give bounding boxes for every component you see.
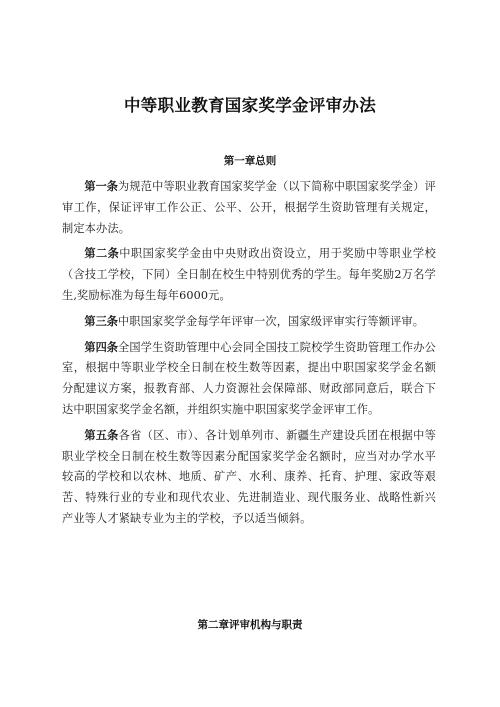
article-text: 各省（区、市）、各计划单列市、新疆生产建设兵团在根据中等职业学校全日制在校生数等因素分配国家奖学金名额时，应当对办学水平较高的学校和以农林、地质、矿产、水利、康养、托育、护理、家政等艰苦、特殊行业的专业和现代农业、先进制造业、现代服务业、战略性新兴产业等人才紧缺专业为主的学校，予以适当倾斜。 [62,428,436,525]
chapter-heading-2: 第二章评审机构与职责 [197,619,303,631]
article-label: 第五条 [84,428,119,442]
document-title: 中等职业教育国家奖学金评审办法 [124,96,376,115]
chapter-heading-1: 第一章总则 [223,155,277,167]
article-label: 第二条 [84,247,120,261]
article-label: 第一条 [84,180,119,193]
article-2 [62,244,436,306]
chapter-1-body [62,177,436,535]
article-4 [62,338,436,421]
article-3 [62,312,436,333]
article-label: 第三条 [84,314,118,328]
article-5 [62,426,436,530]
article-text: 中职国家奖学金每学年评审一次，国家级评审实行等额评审。 [117,314,425,328]
article-text: 中职国家奖学金由中央财政出资设立，用于奖励中等职业学校（含技工学校，下同）全日制在校生中特别优秀的学生。每年奖励2万名学生,奖励标准为每生每年6000元。 [62,247,436,302]
article-1 [62,177,436,239]
article-label: 第四条 [84,340,119,354]
article-text: 全国学生资助管理中心会同全国技工院校学生资助管理工作办公室，根据中等职业学校全日制在校生数等因素，提出中职国家奖学金名额分配建议方案，报教育部、人力资源社会保障部、财政部同意后，联合下达中职国家奖学金名额，并组织实施中职国家奖学金评审工作。 [62,340,436,416]
article-text: 为规范中等职业教育国家奖学金（以下简称中职国家奖学金）评审工作，保证评审工作公正、公平、公开，根据学生资助管理有关规定，制定本办法。 [62,180,436,235]
